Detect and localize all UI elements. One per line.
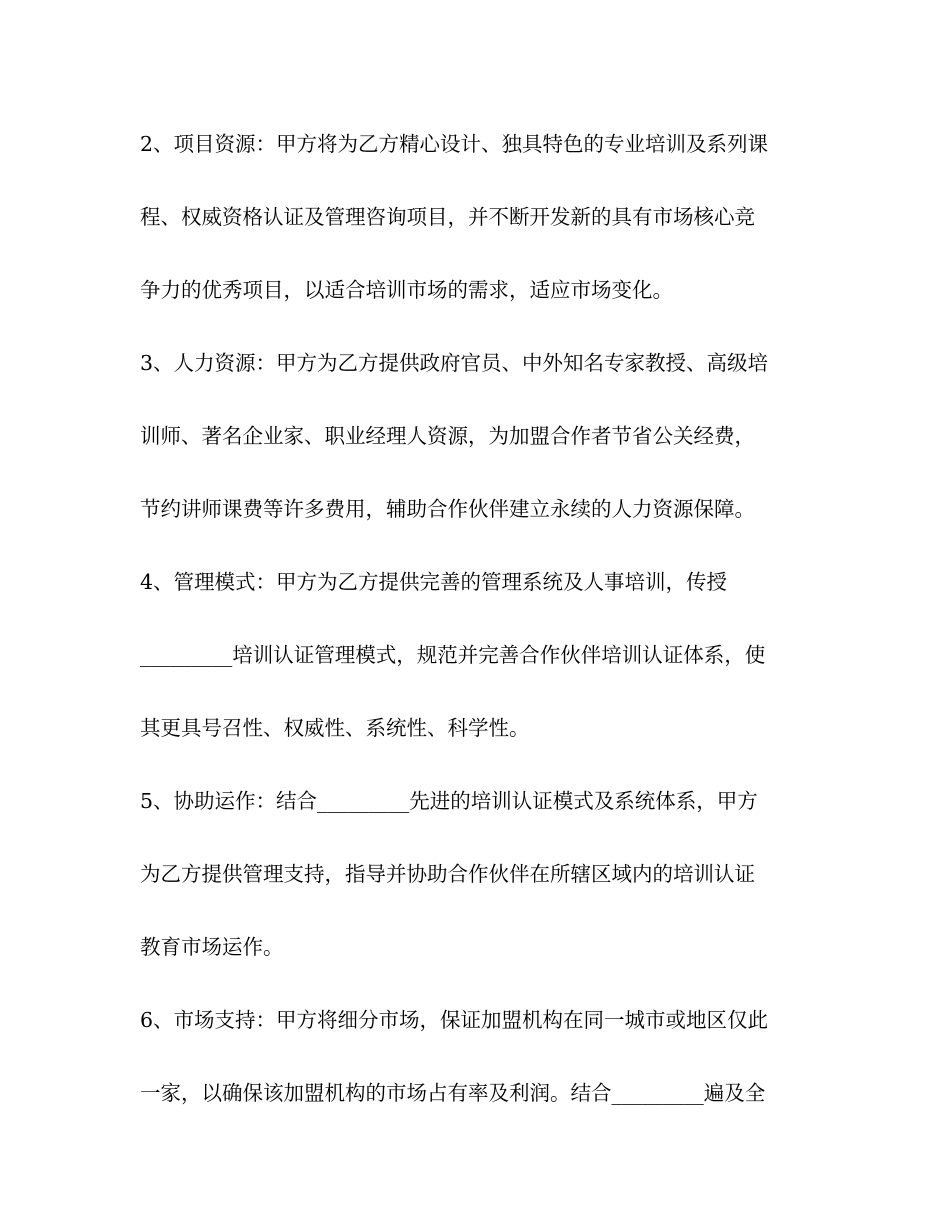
text-line: 一家，以确保该加盟机构的市场占有率及利润。结合_________遍及全	[140, 1081, 766, 1105]
text-line: 为乙方提供管理支持，指导并协助合作伙伴在所辖区域内的培训认证	[140, 862, 755, 886]
text-line: 程、权威资格认证及管理咨询项目，并不断开发新的具有市场核心竞	[140, 205, 755, 229]
text-line: 2、项目资源：甲方将为乙方精心设计、独具特色的专业培训及系列课	[140, 132, 769, 156]
text-line: 5、协助运作：结合_________先进的培训认证模式及系统体系，甲方	[140, 789, 758, 813]
text-line: 节约讲师课费等许多费用，辅助合作伙伴建立永续的人力资源保障。	[140, 497, 755, 521]
text-line: _________培训认证管理模式，规范并完善合作伙伴培训认证体系，使	[140, 643, 766, 667]
text-line: 争力的优秀项目，以适合培训市场的需求，适应市场变化。	[140, 278, 673, 302]
text-line: 3、人力资源：甲方为乙方提供政府官员、中外知名专家教授、高级培	[140, 351, 769, 375]
text-line: 训师、著名企业家、职业经理人资源，为加盟合作者节省公关经费，	[140, 424, 755, 448]
text-line: 6、市场支持：甲方将细分市场，保证加盟机构在同一城市或地区仅此	[140, 1008, 769, 1032]
text-line: 其更具号召性、权威性、系统性、科学性。	[140, 716, 530, 740]
text-line: 教育市场运作。	[140, 935, 284, 959]
text-line: 4、管理模式：甲方为乙方提供完善的管理系统及人事培训，传授	[140, 570, 728, 594]
